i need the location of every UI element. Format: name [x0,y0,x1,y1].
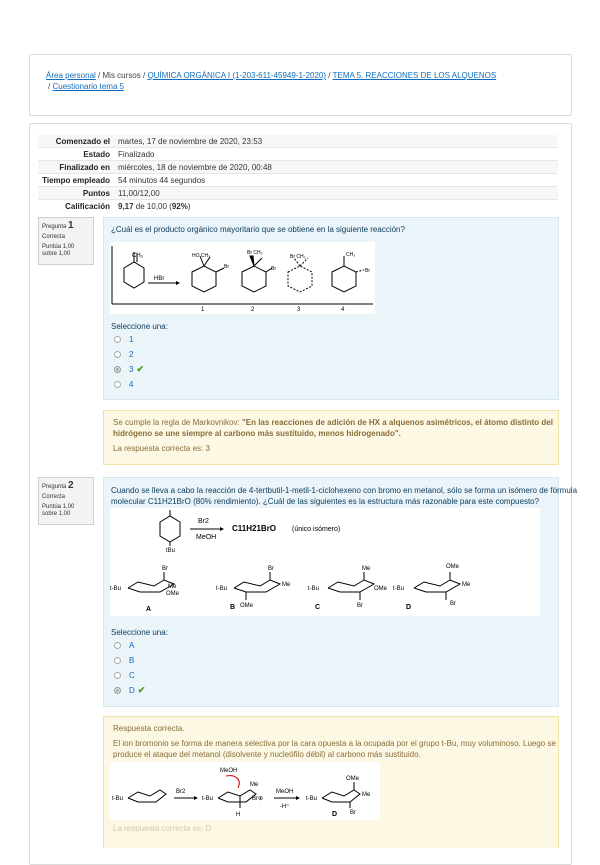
grade-percent: 92% [171,201,188,211]
substituent-me: Me [362,566,371,572]
option-label: 2 [129,350,134,359]
grade-end: ) [187,201,191,211]
mechanism-br: Br [350,810,356,816]
question-2-text: molecular C11H21BrO (80% rendimiento). ¿Cuál de las siguientes es la estructura más razonable para este compuesto? [111,497,540,506]
grade-value: 9,17 [118,201,134,211]
summary-value: miércoles, 18 de noviembre de 2020, 00:48 [114,161,558,174]
option-label: D [129,686,135,695]
feedback-intro: Se cumple la regla de Markovnikov: [113,418,242,427]
question-max: sobre 1,00 [42,511,71,517]
substituent-tbu: t-Bu [110,586,122,592]
structure-label: 2 [251,307,255,313]
summary-value: 54 minutos 44 segundos [114,174,558,187]
summary-row [38,148,558,161]
substituent-me: Me [462,582,471,588]
substituent-me: Me [168,584,177,590]
question-state: Correcta [42,234,66,240]
option-label: A [129,641,135,650]
checkmark-icon: ✔ [137,685,146,695]
grade-rest: de 10,00 ( [133,201,172,211]
question-max: sobre 1,00 [42,251,71,257]
select-one-label: Seleccione una: [111,628,168,637]
substituent-br: Br [268,566,274,572]
option-2[interactable] [114,347,144,362]
select-one-label: Seleccione una: [111,322,168,331]
breadcrumb-separator: / [328,71,331,80]
summary-key: Calificación [38,200,114,213]
summary-key: Finalizado en [38,161,114,174]
summary-key: Tiempo empleado [38,174,114,187]
reactant-tbu: tBu [166,548,176,554]
question-2-options [114,638,145,698]
radio-button[interactable] [114,657,121,664]
question-number: 1 [68,220,74,231]
mechanism-methanol: MeOH [220,768,238,774]
mechanism-tbu: t-Bu [306,796,318,802]
feedback-bold: "En las reacciones de adición de HX a alquenos asimétricos, el átomo distinto del [241,418,553,427]
reagent-methanol: MeOH [196,534,217,541]
mechanism-h: H [236,812,241,818]
option-label: 1 [129,335,134,344]
breadcrumb-line-1 [46,71,496,80]
feedback-line [113,417,553,428]
feedback-mechanism-image [110,762,380,820]
option-3[interactable] [114,362,144,377]
substituent-ome: OMe [446,564,460,570]
correct-answer-text: La respuesta correcta es: D [113,824,212,833]
reagent-label: HBr [154,276,165,282]
mechanism-tbu: t-Bu [112,796,124,802]
substituent-br: Br [450,601,456,607]
substituent-br: Br [357,603,363,609]
option-d[interactable] [114,683,145,698]
substituent-ome: OMe [166,591,180,597]
substituent-tbu: t-Bu [216,586,228,592]
structure-label: 3 [297,307,301,313]
question-1-feedback [103,410,559,465]
breadcrumb-separator: / [98,71,101,80]
question-score: Puntúa 1,00 [42,504,75,510]
breadcrumb-quiz-link[interactable]: Cuestionario tema 5 [52,82,125,91]
feedback-line [113,428,401,439]
mechanism-ome: OMe [346,776,360,782]
structure-label: D [406,604,412,611]
summary-row [38,200,558,213]
summary-value [114,200,558,213]
option-c[interactable] [114,668,145,683]
product-1-label: HO CH₃ [192,253,211,259]
question-label: Pregunta [42,224,67,230]
mechanism-reagent: Br2 [176,789,186,795]
option-label: 4 [129,380,134,389]
feedback-bold: hidrógeno se une siempre al carbono más sustituido, menos hidrogenado". [113,429,401,438]
question-1-reaction-image [110,242,375,314]
radio-button-selected[interactable] [114,366,121,373]
feedback-line: produce el ataque del metanol (disolvente y nucleófilo débil) al carbono más sustituido. [113,750,421,759]
substituent-br: Br [162,566,168,572]
option-label: B [129,656,135,665]
option-1[interactable] [114,332,144,347]
mechanism-deprotonation: -H⁺ [280,804,290,810]
summary-row [38,174,558,187]
substituent-tbu: t-Bu [308,586,320,592]
structure-label: 4 [341,307,345,313]
feedback-title: Respuesta correcta. [113,724,185,733]
option-b[interactable] [114,653,145,668]
feedback-line: El ion bromonio se forma de manera selectiva por la cara opuesta a la ocupada por el grupo t-Bu, muy voluminoso. Luego se [113,739,556,748]
summary-row [38,161,558,174]
mechanism-me: Me [250,782,259,788]
mechanism-bromonium-ion: Br⊕ [252,796,264,802]
question-1-info [38,217,94,265]
mechanism-tbu: t-Bu [202,796,214,802]
breadcrumb-course-link[interactable]: QUÍMICA ORGÁNICA I (1-203-611-45949-1-2020) [147,71,327,80]
reactant-methyl-label: CH₃ [132,253,144,259]
summary-key: Comenzado el [38,135,114,148]
structure-label: 1 [201,307,205,313]
summary-value: 11,00/12,00 [114,187,558,200]
breadcrumb-home-link[interactable]: Área personal [46,71,96,80]
radio-button[interactable] [114,381,121,388]
option-label: C [129,671,135,680]
summary-key: Estado [38,148,114,161]
structure-label: B [230,604,236,611]
question-state: Correcta [42,494,66,500]
substituent-ome: OMe [240,603,254,609]
breadcrumb-separator: / [142,71,146,80]
breadcrumb-line-2 [48,82,124,91]
product-1-substituent: Br [224,264,229,270]
product-3-label: Br CH₃ [290,254,306,260]
product-formula: C11H21BrO [232,524,277,533]
summary-key: Puntos [38,187,114,200]
option-a[interactable] [114,638,145,653]
summary-value: Finalizado [114,148,558,161]
breadcrumb-separator: / [48,82,51,91]
summary-row [38,135,558,148]
product-2-substituent: Br [271,266,276,272]
reagent-bromine: Br2 [198,518,209,525]
correct-answer-text: La respuesta correcta es: 3 [113,444,210,453]
option-label: 3 [129,365,134,374]
checkmark-icon: ✔ [136,364,144,374]
radio-button[interactable] [114,672,121,679]
attempt-summary-table [38,135,558,212]
radio-button[interactable] [114,642,121,649]
question-2-text: Cuando se lleva a cabo la reacción de 4-tertbutil-1-metil-1-ciclohexeno con bromo en metanol, sólo se forma un isómero de fórmula [111,486,578,495]
product-2-label: Br CH₃ [247,250,263,256]
substituent-tbu: t-Bu [393,586,405,592]
product-4-label: CH₃ [346,252,356,258]
radio-button-selected[interactable] [114,687,121,694]
question-score: Puntúa 1,00 [42,244,75,250]
question-2-reaction-image [110,508,540,616]
question-2-info [38,477,94,525]
substituent-ome: OMe [374,586,388,592]
mechanism-methanol: MeOH [276,789,294,795]
breadcrumb-topic-link[interactable]: TEMA 5. REACCIONES DE LOS ALQUENOS [332,71,497,80]
question-1-options [114,332,144,392]
structure-label: C [315,604,321,611]
question-number: 2 [68,480,74,491]
substituent-me: Me [282,582,291,588]
product-note: (único isómero) [292,526,341,533]
mechanism-me: Me [362,792,371,798]
product-4-substituent: Br [365,268,370,274]
question-1-text: ¿Cuál es el producto orgánico mayoritario que se obtiene en la siguiente reacción? [111,225,405,234]
radio-button[interactable] [114,336,121,343]
option-4[interactable] [114,377,144,392]
structure-label: A [146,606,152,613]
summary-value: martes, 17 de noviembre de 2020, 23:53 [114,135,558,148]
mechanism-label: D [332,811,338,818]
question-label: Pregunta [42,484,67,490]
breadcrumb-mycourses[interactable]: Mis cursos [102,71,141,80]
summary-row [38,187,558,200]
radio-button[interactable] [114,351,121,358]
